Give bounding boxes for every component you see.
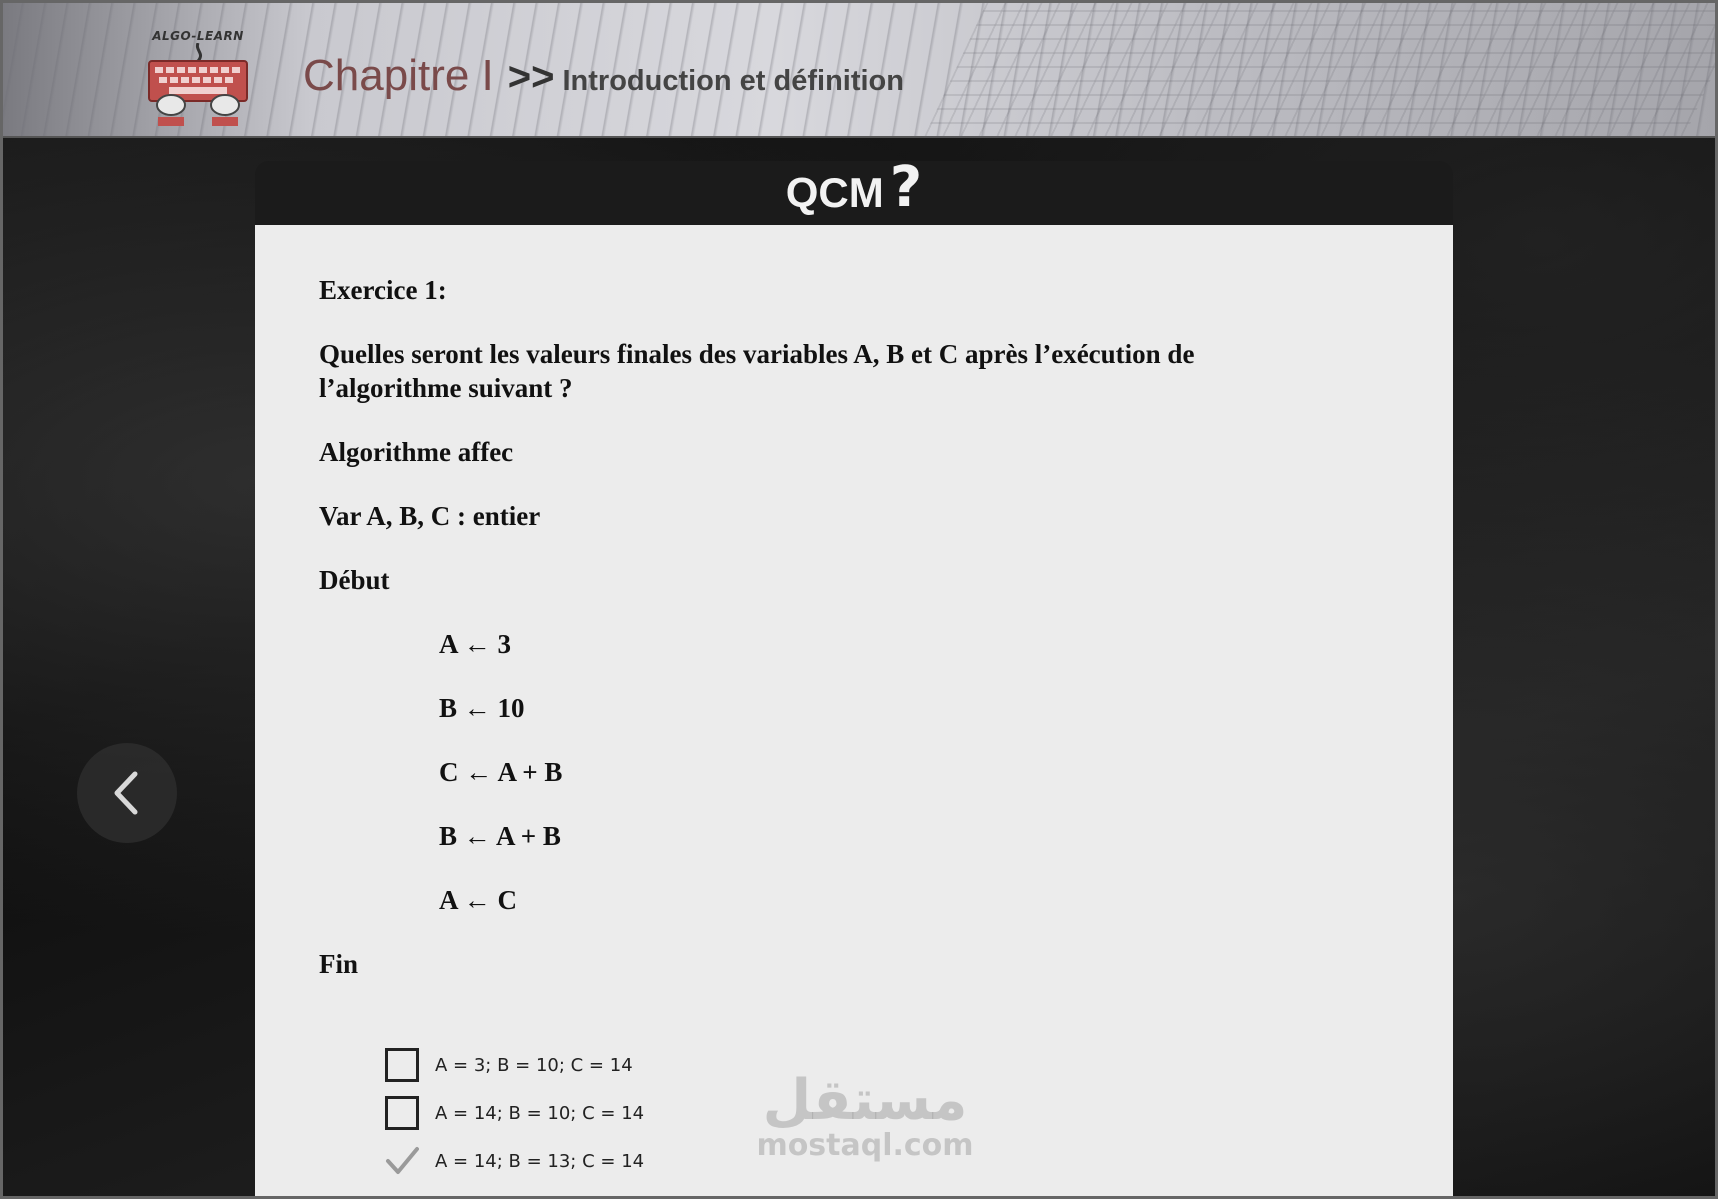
- answer-label: A = 14; B = 13; C = 14: [435, 1150, 645, 1172]
- algorithm-statement: A ← 3: [439, 629, 512, 659]
- previous-button[interactable]: [77, 743, 177, 843]
- variable-declaration: Var A, B, C : entier: [319, 501, 541, 531]
- watermark-latin: mostaql.com: [756, 1128, 974, 1163]
- algorithm-end: Fin: [319, 949, 359, 979]
- algorithm-statement: B ← A + B: [439, 821, 561, 851]
- logo[interactable]: [145, 29, 251, 129]
- question-mark-icon: ?: [889, 155, 923, 220]
- exercise-question: Quelles seront les valeurs finales des variables A, B et C après l’exécution de l’algorithme suivant ?: [319, 339, 1195, 403]
- algorithm-statement: C ← A + B: [439, 757, 563, 787]
- card-header: [255, 155, 1453, 225]
- answer-options: [319, 1041, 1453, 1185]
- algorithm-name: Algorithme affec: [319, 437, 514, 467]
- chevron-left-icon: [107, 768, 147, 818]
- qcm-card: [255, 155, 1453, 1199]
- exercise-title: Exercice 1:: [319, 275, 447, 305]
- card-title: QCM: [785, 169, 884, 216]
- breadcrumb-separator: >>: [507, 55, 555, 99]
- keyboard-logo-icon: [145, 43, 251, 129]
- answer-option-1[interactable]: [385, 1041, 1453, 1089]
- answer-option-3[interactable]: [385, 1137, 1453, 1185]
- checkmark-icon[interactable]: [385, 1144, 419, 1178]
- algorithm-begin: Début: [319, 565, 390, 595]
- algorithm-statement: B ← 10: [439, 693, 525, 723]
- breadcrumb-chapter[interactable]: Chapitre I: [303, 51, 494, 100]
- answer-option-2[interactable]: [385, 1089, 1453, 1137]
- checkbox-unchecked[interactable]: [385, 1096, 419, 1130]
- card-body: [255, 225, 1453, 1199]
- breadcrumb: [303, 51, 904, 101]
- breadcrumb-current: Introduction et définition: [562, 65, 904, 97]
- logo-text: ALGO-LEARN: [152, 29, 244, 43]
- answer-label: A = 3; B = 10; C = 14: [435, 1054, 633, 1076]
- watermark-arabic: مستقل: [762, 1068, 968, 1133]
- answer-label: A = 14; B = 10; C = 14: [435, 1102, 645, 1124]
- header: [3, 3, 1715, 138]
- checkbox-unchecked[interactable]: [385, 1048, 419, 1082]
- algorithm-statement: A ← C: [439, 885, 518, 915]
